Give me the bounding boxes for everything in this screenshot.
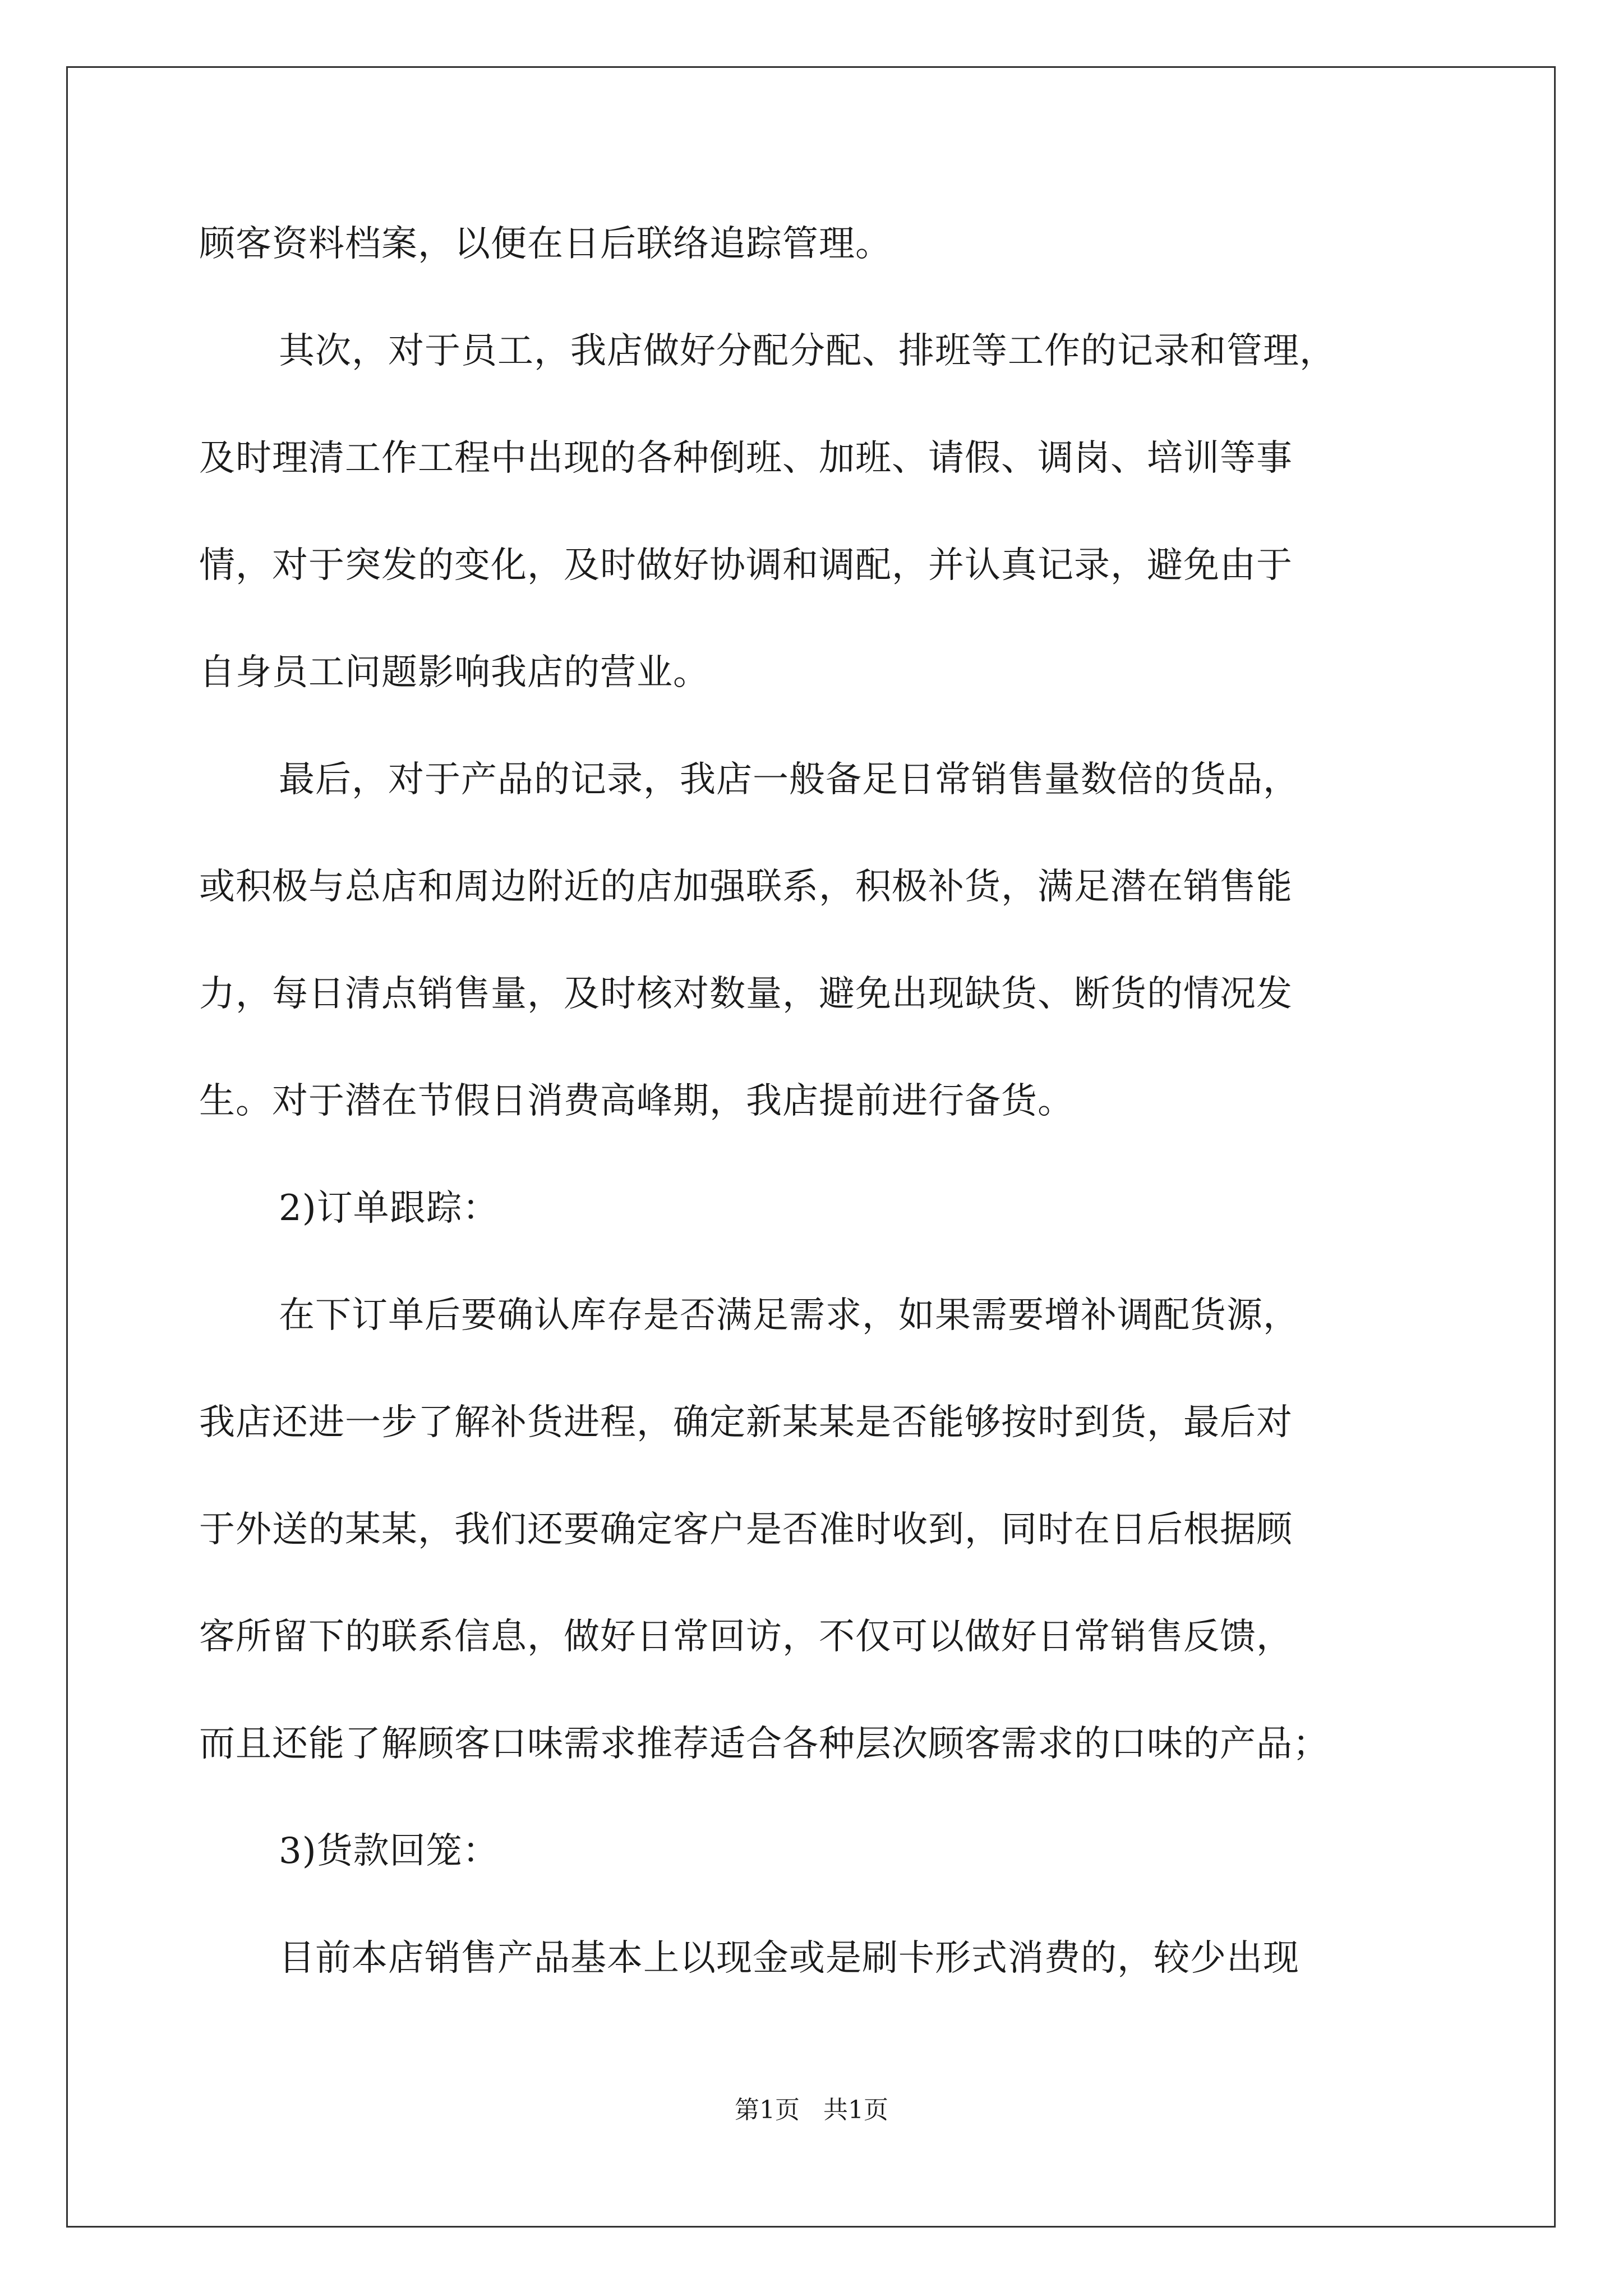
- text-line: 在下订单后要确认库存是否满足需求，如果需要增补调配货源，: [279, 1295, 1299, 1336]
- text-line: 目前本店销售产品基本上以现金或是刷卡形式消费的，较少出现: [279, 1938, 1299, 1979]
- text-line: 自身员工问题影响我店的营业。: [199, 652, 709, 693]
- section-heading: 3)货款回笼：: [279, 1830, 499, 1872]
- text-line: 客所留下的联系信息，做好日常回访，不仅可以做好日常销售反馈，: [199, 1616, 1293, 1658]
- text-line: 情，对于突发的变化，及时做好协调和调配，并认真记录，避免由于: [199, 545, 1293, 586]
- section-heading: 2)订单跟踪：: [279, 1188, 499, 1229]
- text-line: 我店还进一步了解补货进程，确定新某某是否能够按时到货，最后对: [199, 1402, 1293, 1443]
- text-line: 及时理清工作工程中出现的各种倒班、加班、请假、调岗、培训等事: [199, 438, 1293, 479]
- text-line: 而且还能了解顾客口味需求推荐适合各种层次顾客需求的口味的产品；: [199, 1723, 1329, 1765]
- text-line: 于外送的某某，我们还要确定客户是否准时收到，同时在日后根据顾: [199, 1509, 1293, 1550]
- text-line: 生。对于潜在节假日消费高峰期，我店提前进行备货。: [199, 1080, 1074, 1122]
- text-line: 其次，对于员工，我店做好分配分配、排班等工作的记录和管理，: [279, 330, 1336, 372]
- text-line: 顾客资料档案，以便在日后联络追踪管理。: [199, 223, 892, 265]
- text-line: 最后，对于产品的记录，我店一般备足日常销售量数倍的货品，: [279, 759, 1299, 800]
- text-line: 力，每日清点销售量，及时核对数量，避免出现缺货、断货的情况发: [199, 973, 1293, 1015]
- text-line: 或积极与总店和周边附近的店加强联系，积极补货，满足潜在销售能: [199, 866, 1293, 908]
- page-number-footer: 第1页 共1页: [735, 2096, 888, 2124]
- document-body: [199, 213, 1444, 2035]
